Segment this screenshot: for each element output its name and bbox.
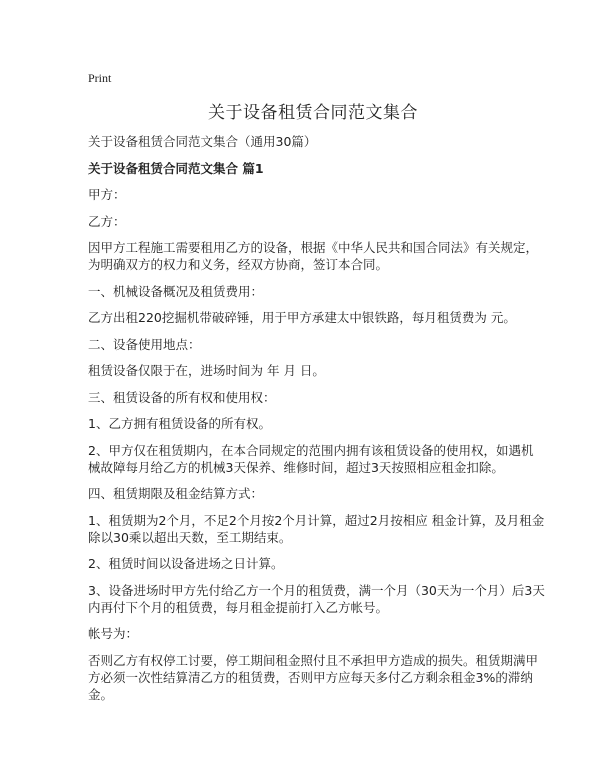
paragraph xyxy=(88,213,538,230)
section-heading: 关于设备租赁合同范文集合 篇1 xyxy=(88,160,264,176)
paragraph-line: 否则乙方有权停工讨要，停工期间租金照付且不承担甲方造成的损失。租赁期满甲 xyxy=(88,652,539,668)
paragraph xyxy=(88,239,538,273)
paragraph-line: 甲方： xyxy=(88,187,126,202)
paragraph xyxy=(88,186,538,203)
paragraph-line: 帐号为： xyxy=(88,626,139,641)
paragraph-line: 一、机械设备概况及租赁费用： xyxy=(88,283,264,299)
paragraph-line: 金。 xyxy=(88,686,114,702)
paragraph-line: 内再付下个月的租赁费，每月租金提前打入乙方帐号。 xyxy=(88,599,389,615)
document-body xyxy=(88,186,545,703)
paragraph xyxy=(88,555,538,572)
paragraph-line: 乙方出租220挖掘机带破碎锤，用于甲方承建太中银铁路，每月租赁费为 元。 xyxy=(88,310,516,325)
paragraph xyxy=(88,442,538,476)
paragraph-line: 方必须一次性结算清乙方的租赁费，否则甲方应每天多付乙方剩余租金3%的滞纳 xyxy=(88,669,533,685)
document-page xyxy=(88,70,545,712)
paragraph-line: 租赁设备仅限于在，进场时间为 年 月 日。 xyxy=(88,363,325,378)
paragraph xyxy=(88,512,545,546)
paragraph xyxy=(88,283,538,300)
paragraph-line: 2、租赁时间以设备进场之日计算。 xyxy=(88,556,284,571)
paragraph xyxy=(88,362,538,379)
paragraph xyxy=(88,652,538,703)
paragraph-line: 为明确双方的权力和义务，经双方协商，签订本合同。 xyxy=(88,257,389,272)
paragraph xyxy=(88,336,538,353)
paragraph-line: 1、乙方拥有租赁设备的所有权。 xyxy=(88,416,271,431)
paragraph-line: 1、租赁期为2个月，不足2个月按2个月计算，超过2月按相应 租金计算，及月租金 xyxy=(88,512,545,528)
paragraph-line: 械故障每月给乙方的机械3天保养、维修时间，超过3天按照相应租金扣除。 xyxy=(88,459,504,475)
paragraph-line: 3、设备进场时甲方先付给乙方一个月的租赁费，满一个月（30天为一个月）后3天 xyxy=(88,582,545,598)
paragraph-line: 四、租赁期限及租金结算方式： xyxy=(88,486,264,501)
paragraph-line: 三、租赁设备的所有权和使用权： xyxy=(88,389,276,405)
paragraph-line: 因甲方工程施工需要租用乙方的设备，根据《中华人民共和国合同法》有关规定， xyxy=(88,240,539,255)
paragraph xyxy=(88,485,538,502)
paragraph xyxy=(88,625,538,642)
paragraph xyxy=(88,309,538,326)
paragraph-line: 乙方： xyxy=(88,213,126,229)
print-link[interactable]: Print xyxy=(88,71,112,85)
paragraph xyxy=(88,582,545,616)
document-title: 关于设备租赁合同范文集合 xyxy=(208,103,418,123)
paragraph-line: 2、甲方仅在租赁期内，在本合同规定的范围内拥有该租赁设备的使用权，如遇机 xyxy=(88,442,534,458)
document-subtitle: 关于设备租赁合同范文集合（通用30篇） xyxy=(88,134,317,149)
paragraph-line: 二、设备使用地点： xyxy=(88,336,201,352)
paragraph xyxy=(88,389,538,406)
paragraph-line: 除以30乘以超出天数，至工期结束。 xyxy=(88,529,292,545)
paragraph xyxy=(88,415,538,432)
